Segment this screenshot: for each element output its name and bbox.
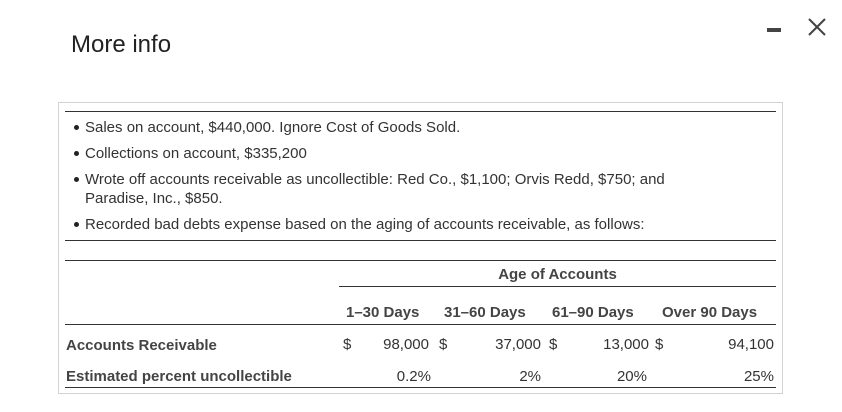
bullet-icon	[74, 125, 79, 130]
table-cell: 25%	[743, 368, 774, 385]
group-header-divider	[339, 286, 776, 287]
currency-symbol: $	[439, 336, 448, 353]
bullet-icon	[74, 151, 79, 156]
currency-symbol: $	[343, 336, 352, 353]
list-item: Collections on account, $335,200	[71, 144, 771, 163]
table-cell: 94,100	[728, 336, 774, 353]
divider	[65, 111, 776, 112]
list-item: Wrote off accounts receivable as uncollectible: Red Co., $1,100; Orvis Redd, $750; and Paradise, Inc., $850.	[71, 170, 725, 208]
list-item: Recorded bad debts expense based on the aging of accounts receivable, as follows:	[71, 215, 771, 234]
table-cell: 37,000	[495, 336, 541, 353]
bullet-icon	[74, 177, 79, 182]
table-cell: 13,000	[603, 336, 649, 353]
table-bottom-border	[65, 387, 776, 388]
currency-symbol: $	[655, 336, 664, 353]
table-cell: 2%	[519, 368, 541, 385]
column-header: Over 90 Days	[662, 304, 758, 321]
close-button[interactable]	[802, 12, 832, 42]
close-icon	[807, 17, 827, 37]
column-header-divider	[65, 324, 776, 325]
table-top-border	[65, 260, 776, 261]
column-header: 1–30 Days	[346, 304, 420, 321]
currency-symbol: $	[549, 336, 558, 353]
bullet-icon	[74, 222, 79, 227]
divider	[65, 240, 776, 241]
minimize-button[interactable]	[763, 18, 785, 36]
row-label-accounts-receivable: Accounts Receivable	[66, 337, 217, 354]
column-header: 31–60 Days	[444, 304, 526, 321]
info-panel	[58, 102, 783, 394]
row-label-estimated-percent-uncollectible: Estimated percent uncollectible	[66, 368, 292, 385]
column-header: 61–90 Days	[552, 304, 634, 321]
age-of-accounts-header: Age of Accounts	[498, 266, 617, 283]
table-cell: 20%	[616, 368, 647, 385]
minimize-icon	[767, 28, 781, 32]
table-cell: 0.2%	[396, 368, 431, 385]
dialog-title: More info	[71, 31, 172, 58]
transaction-list	[71, 118, 771, 241]
list-item: Sales on account, $440,000. Ignore Cost of Goods Sold.	[71, 118, 771, 137]
table-cell: 98,000	[383, 336, 429, 353]
